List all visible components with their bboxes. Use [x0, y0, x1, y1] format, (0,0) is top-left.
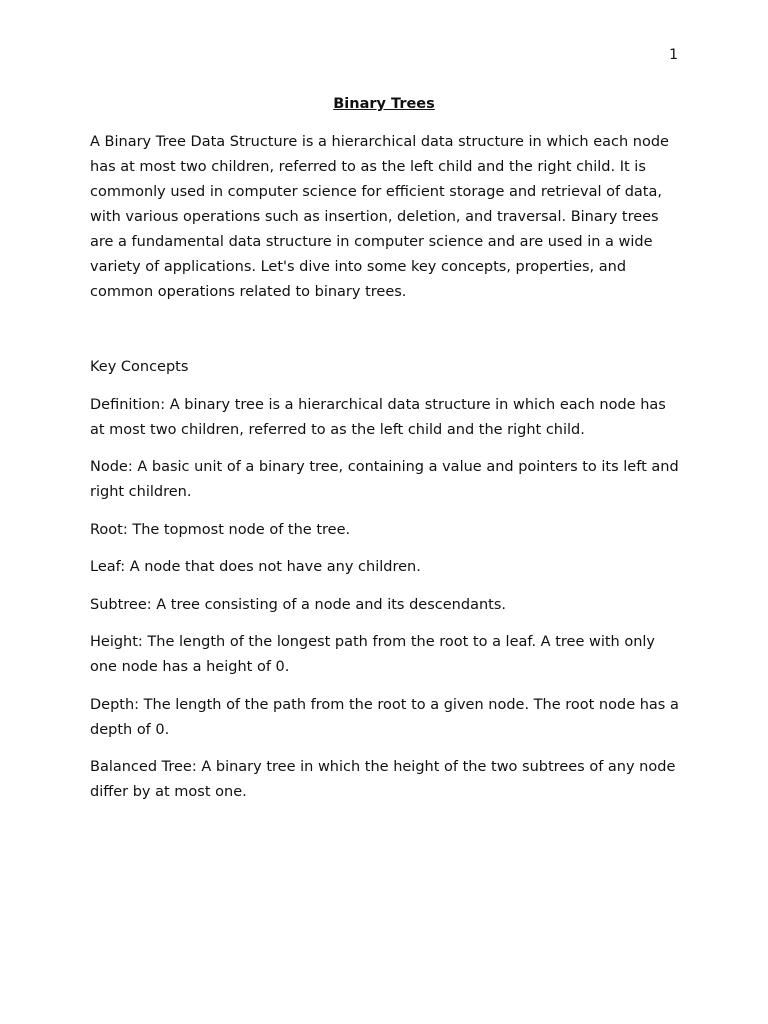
concept-leaf: Leaf: A node that does not have any children. [90, 559, 421, 575]
concept-node: Node: A basic unit of a binary tree, containing a value and pointers to its left and right children. [90, 459, 679, 500]
intro-paragraph: A Binary Tree Data Structure is a hierarchical data structure in which each node has at most two children, referred to as the left child and the right child. It is commonly used in computer science for efficient storage and retrieval of data, with various operations such as insertion, deletion, and traversal. Binary trees are a fundamental data structure in computer science and are used in a wide variety of applications. Let's dive into some key concepts, properties, and common operations related to binary trees. [90, 134, 669, 300]
page-number: 1 [669, 47, 678, 63]
concept-depth: Depth: The length of the path from the root to a given node. The root node has a depth of 0. [90, 696, 679, 738]
concept-subtree: Subtree: A tree consisting of a node and its descendants. [90, 596, 506, 613]
concept-balanced-tree: Balanced Tree: A binary tree in which the height of the two subtrees of any node differ by at most one. [90, 759, 676, 800]
document-title: Binary Trees [333, 96, 435, 112]
concept-root: Root: The topmost node of the tree. [90, 521, 351, 538]
concept-definition: Definition: A binary tree is a hierarchical data structure in which each node has at most two children, referred to as the left child and the right child. [90, 396, 666, 438]
document-body [90, 130, 680, 818]
concept-height: Height: The length of the longest path from the root to a leaf. A tree with only one node has a height of 0. [90, 634, 656, 675]
section-heading-key-concepts: Key Concepts [90, 359, 189, 375]
